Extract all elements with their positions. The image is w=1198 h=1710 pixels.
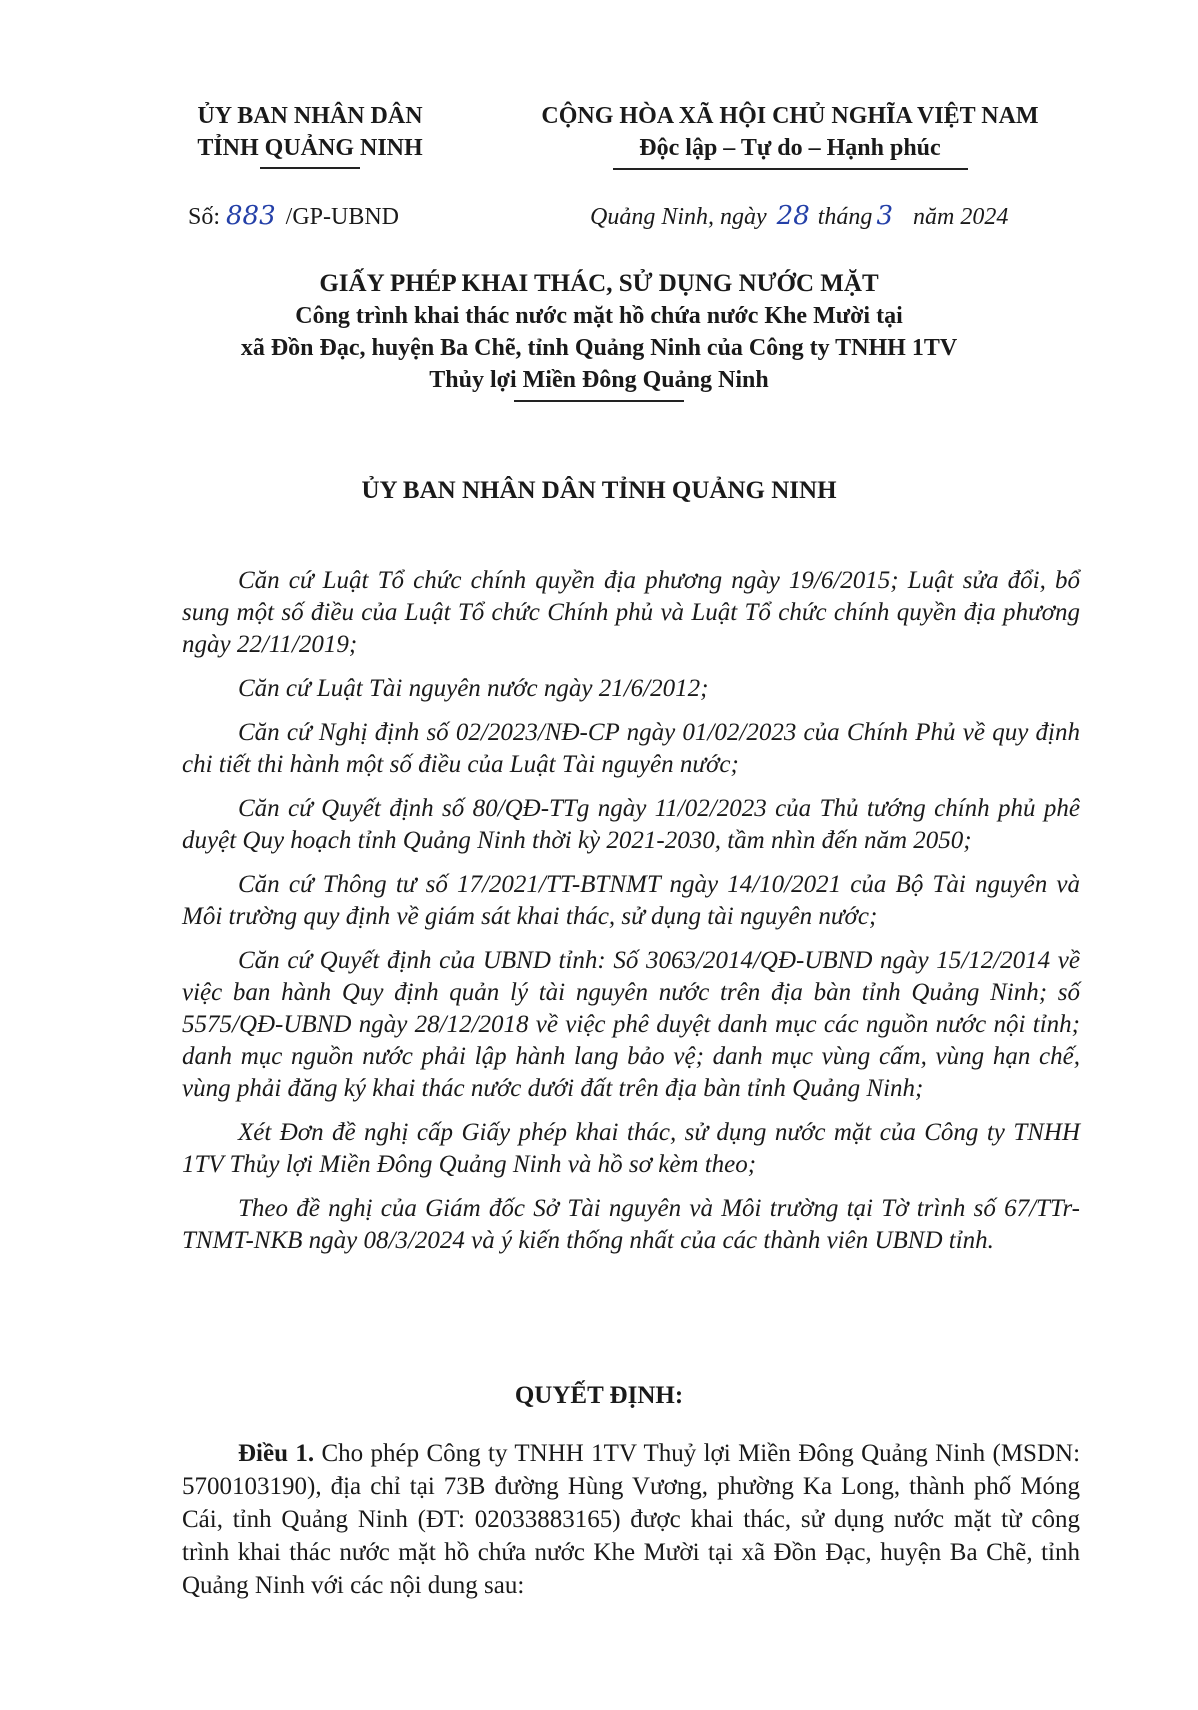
date-place: Quảng Ninh, ngày [590,204,767,230]
article-1-text: Cho phép Công ty TNHH 1TV Thuỷ lợi Miền Đông Quảng Ninh (MSDN: 5700103190), địa chỉ tại 73B đường Hùng Vương, phường Ka Long, thành phố Móng Cái, tỉnh Quảng Ninh (ĐT: 02033883165) được khai thác, sử dụng nước mặt từ công trình khai thác nước mặt hồ chứa nước Khe Mười tại xã Đồn Đạc, huyện Ba Chẽ, tỉnh Quảng Ninh với các nội dung sau: [182,1440,1081,1599]
number-suffix: /GP-UBND [285,204,399,230]
title-line-3: xã Đồn Đạc, huyện Ba Chẽ, tỉnh Quảng Ninh của Công ty TNHH 1TV [240,335,958,361]
basis-paragraph: Căn cứ Quyết định số 80/QĐ-TTg ngày 11/02/2023 của Thủ tướng chính phủ phê duyệt Quy hoạch tỉnh Quảng Ninh thời kỳ 2021-2030, tầm nhìn đến năm 2050; [182,795,1080,854]
title-line-2: Công trình khai thác nước mặt hồ chứa nước Khe Mười tại [295,303,903,329]
nation-line-2: Độc lập – Tự do – Hạnh phúc [639,135,941,161]
document-title [150,268,1048,402]
handwritten-month: 3 [876,201,893,231]
document-number [188,200,399,233]
agency-line-1: ỦY BAN NHÂN DÂN [197,103,423,129]
article-1-paragraph [182,1437,1080,1602]
date-year: năm 2024 [912,204,1009,230]
handwritten-number: 883 [226,201,276,231]
number-prefix: Số: [188,204,221,230]
nation-line-1: CỘNG HÒA XÃ HỘI CHỦ NGHĨA VIỆT NAM [541,103,1039,129]
agency-line-2: TỈNH QUẢNG NINH [197,135,423,161]
national-motto [505,100,1075,170]
decision-heading: QUYẾT ĐỊNH: [514,1382,684,1409]
basis-paragraph: Căn cứ Nghị định số 02/2023/NĐ-CP ngày 01/02/2023 của Chính Phủ về quy định chi tiết thi hành một số điều của Luật Tài nguyên nước; [182,719,1080,778]
article-1 [182,1437,1080,1602]
title-line-4: Thủy lợi Miền Đông Quảng Ninh [429,367,769,393]
issuing-agency [160,100,460,169]
basis-paragraph: Căn cứ Quyết định của UBND tỉnh: Số 3063/2014/QĐ-UBND ngày 15/12/2014 về việc ban hành Quy định quản lý tài nguyên nước trên địa bàn tỉnh Quảng Ninh; số 5575/QĐ-UBND ngày 28/12/2018 về việc phê duyệt danh mục các nguồn nước nội tỉnh; danh mục nguồn nước phải lập hành lang bảo vệ; danh mục vùng cấm, vùng hạn chế, vùng phải đăng ký khai thác nước dưới đất trên địa bàn tỉnh Quảng Ninh; [182,947,1080,1102]
basis-paragraph: Căn cứ Thông tư số 17/2021/TT-BTNMT ngày 14/10/2021 của Bộ Tài nguyên và Môi trường quy định về giám sát khai thác, sử dụng tài nguyên nước; [182,871,1080,930]
basis-paragraph: Căn cứ Luật Tài nguyên nước ngày 21/6/2012; [238,675,709,702]
basis-paragraph: Xét Đơn đề nghị cấp Giấy phép khai thác, sử dụng nước mặt của Công ty TNHH 1TV Thủy lợi Miền Đông Quảng Ninh và hồ sơ kèm theo; [182,1119,1080,1178]
title-line-1: GIẤY PHÉP KHAI THÁC, SỬ DỤNG NƯỚC MẶT [319,270,879,297]
legal-basis [182,565,1080,1269]
motto-underline [613,168,968,170]
issue-date [590,200,1008,233]
article-1-label: Điều 1. [238,1440,315,1467]
date-month-label: tháng [817,204,873,230]
title-underline [514,400,684,402]
authority-heading: ỦY BAN NHÂN DÂN TỈNH QUẢNG NINH [361,477,837,504]
handwritten-day: 28 [776,201,810,231]
basis-paragraph: Theo đề nghị của Giám đốc Sở Tài nguyên và Môi trường tại Tờ trình số 67/TTr-TNMT-NKB ngày 08/3/2024 và ý kiến thống nhất của các thành viên UBND tỉnh. [182,1195,1080,1254]
agency-underline [260,167,360,169]
basis-paragraph: Căn cứ Luật Tổ chức chính quyền địa phương ngày 19/6/2015; Luật sửa đổi, bổ sung một số điều của Luật Tổ chức Chính phủ và Luật Tổ chức chính quyền địa phương ngày 22/11/2019; [182,567,1080,658]
